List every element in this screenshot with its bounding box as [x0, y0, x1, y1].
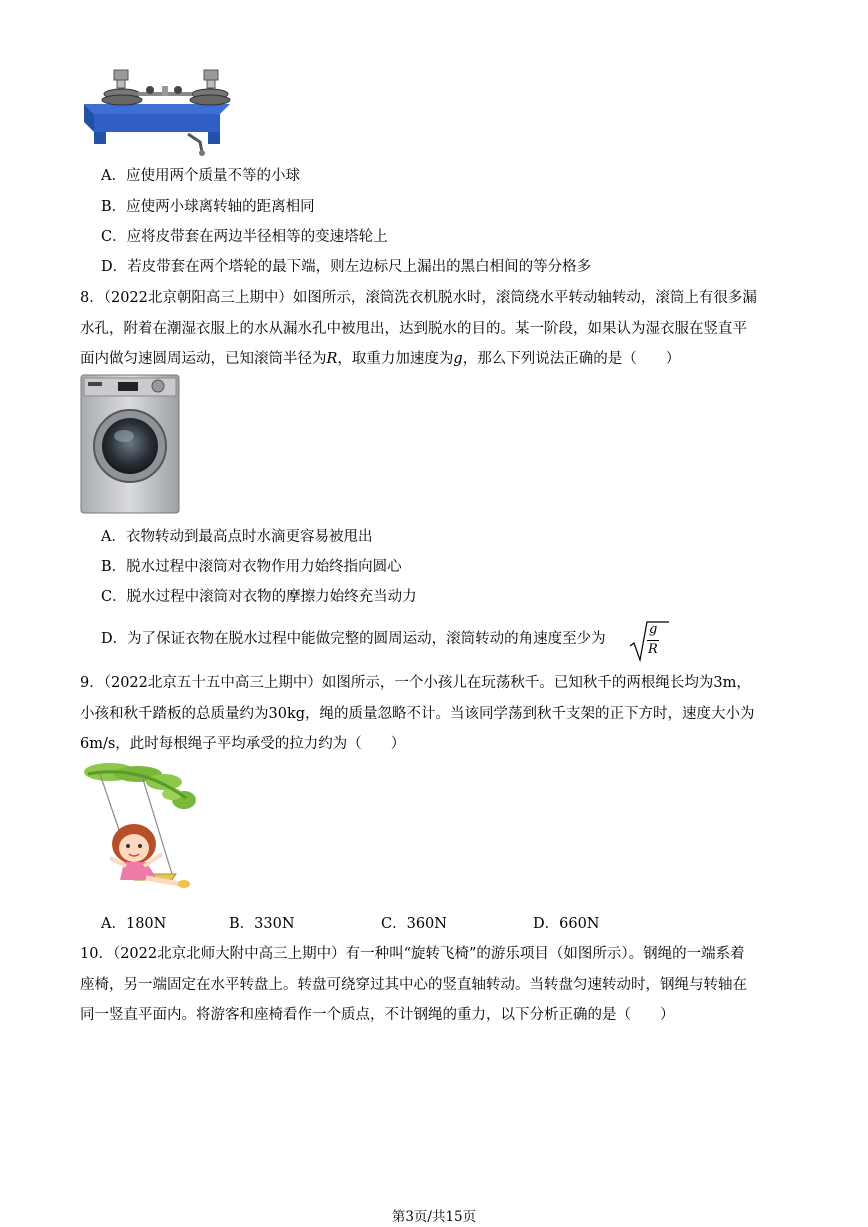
q7-option-a: A．应使用两个质量不等的小球 — [101, 168, 300, 184]
washing-machine-figure — [80, 374, 180, 514]
q9-choice-c: C．360N — [381, 916, 447, 932]
sqrt-denominator: R — [648, 642, 658, 657]
q7-option-b: B．应使两小球离转轴的距离相同 — [101, 199, 315, 215]
sqrt-g-over-r-formula — [629, 620, 669, 662]
q7-option-d: D．若皮带套在两个塔轮的最下端，则左边标尺上漏出的黑白相间的等分格多 — [101, 259, 592, 275]
q8-option-c: C．脱水过程中滚筒对衣物的摩擦力始终充当动力 — [101, 589, 417, 605]
centripetal-apparatus-figure — [80, 62, 236, 160]
q9-choice-b: B．330N — [229, 916, 295, 932]
q10-stem-line-1: 10．（2022北京北师大附中高三上期中）有一种叫“旋转飞椅”的游乐项目（如图所示）。钢绳的一端系着 — [80, 946, 745, 962]
q8-option-d: D．为了保证衣物在脱水过程中能做完整的圆周运动，滚筒转动的角速度至少为 — [101, 631, 606, 647]
q10-stem-line-2: 座椅，另一端固定在水平转盘上。转盘可绕穿过其中心的竖直轴转动。当转盘匀速转动时，钢绳与转轴在 — [80, 977, 747, 993]
page-number-footer: 第3页/共15页 — [391, 1209, 477, 1225]
q9-stem-line-3: 6m/s，此时每根绳子平均承受的拉力约为（ ） — [80, 736, 406, 752]
q10-stem-line-3: 同一竖直平面内。将游客和座椅看作一个质点，不计钢绳的重力，以下分析正确的是（ ） — [80, 1007, 675, 1023]
q7-option-c: C．应将皮带套在两边半径相等的变速塔轮上 — [101, 229, 388, 245]
q9-stem-line-2: 小孩和秋千踏板的总质量约为30kg，绳的质量忽略不计。当该同学荡到秋千支架的正下方时，速度大小为 — [80, 706, 755, 722]
child-swing-figure — [80, 762, 198, 902]
q8-stem-line-1: 8．（2022北京朝阳高三上期中）如图所示，滚筒洗衣机脱水时，滚筒绕水平转动轴转动，滚筒上有很多漏 — [80, 290, 757, 306]
fraction-bar — [647, 640, 659, 641]
q8-stem-line-2: 水孔，附着在潮湿衣服上的水从漏水孔中被甩出，达到脱水的目的。某一阶段，如果认为湿衣服在竖直平 — [80, 321, 747, 337]
q8-option-b: B．脱水过程中滚筒对衣物作用力始终指向圆心 — [101, 559, 402, 575]
sqrt-numerator: g — [649, 622, 658, 637]
q8-stem-line-3: 面内做匀速圆周运动，已知滚筒半径为R，取重力加速度为g，那么下列说法正确的是（ ） — [80, 351, 681, 367]
q9-choice-d: D．660N — [533, 916, 600, 932]
q9-choice-a: A．180N — [101, 916, 167, 932]
q9-stem-line-1: 9．（2022北京五十五中高三上期中）如图所示，一个小孩儿在玩荡秋千。已知秋千的两根绳长均为3m， — [80, 675, 751, 691]
q8-option-a: A．衣物转动到最高点时水滴更容易被甩出 — [101, 529, 373, 545]
